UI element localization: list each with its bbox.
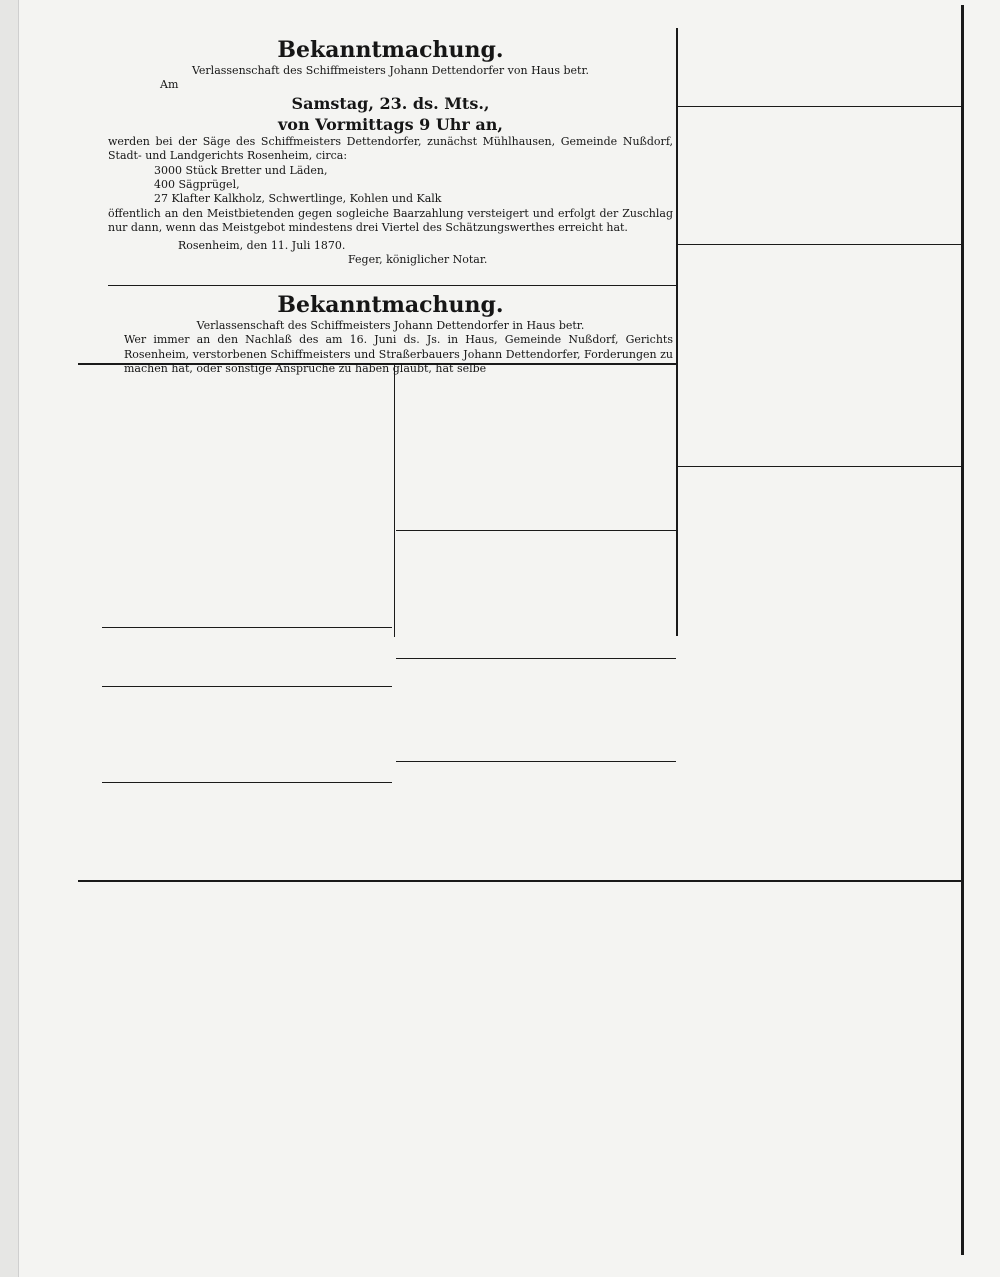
notice-1-body2: öffentlich an den Meistbietenden gegen sogleiche Baarzahlung versteigert und erfolgt der Zuschlag nur dann, wenn das Meistgebot mindestens drei Viertel des Schätzungswerthes erreicht hat. — [108, 206, 673, 235]
notice-2-body: Wer immer an den Nachlaß des am 16. Juni ds. Js. in Haus, Gemeinde Nußdorf, Gerichts Rosenheim, verstorbenen Schiffmeisters und Straßerbauers Johann Dettendorfer, Forderungen zu machen hat, oder sonstige Ansprüche zu haben glaubt, hat selbe — [124, 333, 673, 376]
notice-1-place-date: Rosenheim, den 11. Juli 1870. — [178, 238, 346, 252]
notice-1-item: 3000 Stück Bretter und Läden, — [154, 163, 328, 177]
notice-1-title: Bekanntmachung. — [277, 37, 504, 63]
notice-1-signature: Feger, königlicher Notar. — [348, 253, 488, 267]
notice-2-title: Bekanntmachung. — [277, 292, 504, 318]
notice-1-body: werden bei der Säge des Schiffmeisters Dettendorfer, zunächst Mühlhausen, Gemeinde Nußdorf, Stadt- und Landgerichts Rosenheim, circa: — [108, 134, 673, 163]
notice-1-am: Am — [160, 78, 179, 92]
notice-1-subtitle: Verlassenschaft des Schiffmeisters Johann Dettendorfer von Haus betr. — [191, 64, 589, 77]
notice-1-item: 400 Sägprügel, — [154, 178, 240, 192]
content-layer — [18, 0, 1000, 1277]
left-margin — [0, 0, 19, 1277]
notice-1-time: von Vormittags 9 Uhr an, — [278, 114, 503, 134]
notice-1-item: 27 Klafter Kalkholz, Schwertlinge, Kohlen und Kalk — [154, 192, 442, 206]
notice-2-subtitle: Verlassenschaft des Schiffmeisters Johann Dettendorfer in Haus betr. — [196, 319, 585, 332]
notice-1-date: Samstag, 23. ds. Mts., — [291, 93, 490, 113]
